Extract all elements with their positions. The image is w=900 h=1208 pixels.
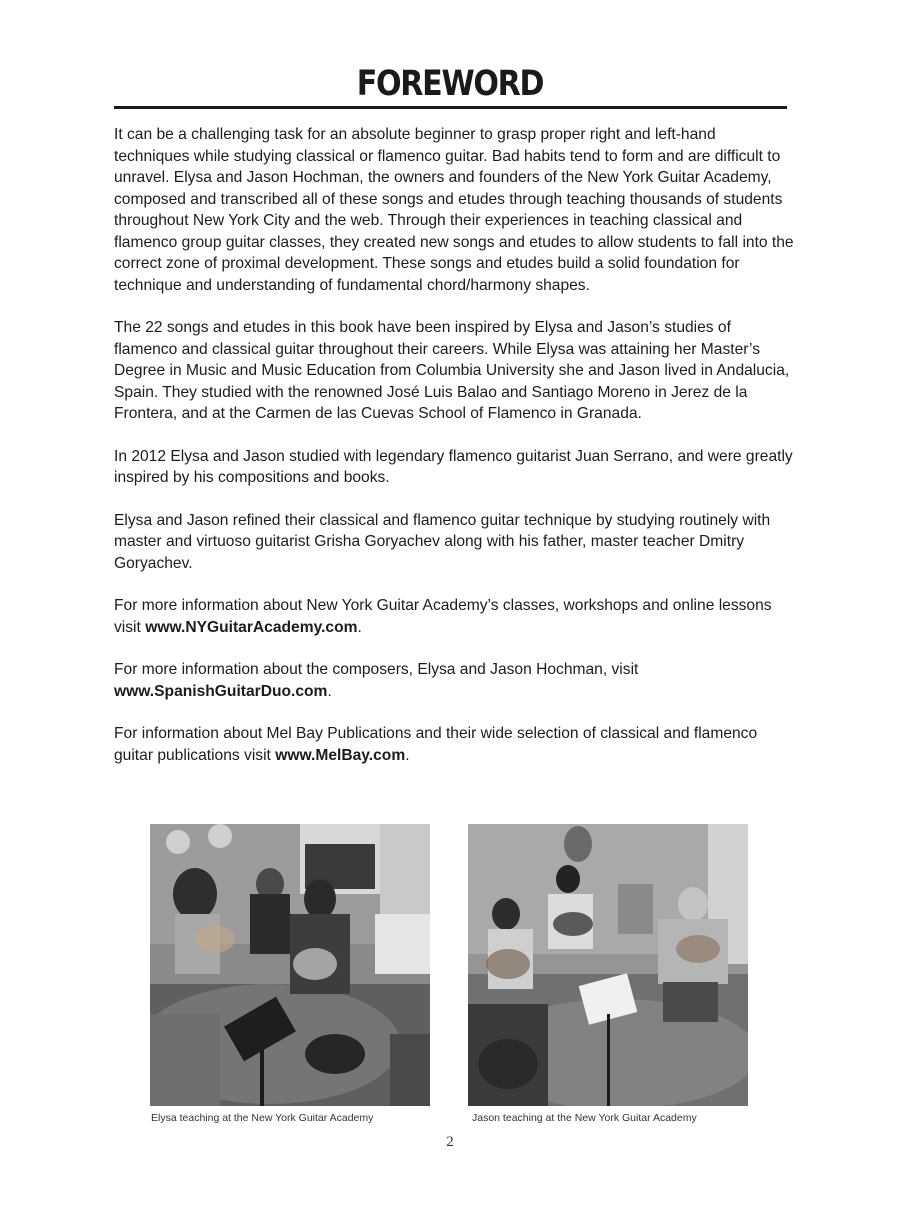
photo-elysa-teaching: [150, 824, 430, 1106]
foreword-body: [114, 124, 794, 787]
info-composers-text: For more information about the composers, Elysa and Jason Hochman, visit: [114, 661, 639, 678]
paragraph-serrano: In 2012 Elysa and Jason studied with legendary flamenco guitarist Juan Serrano, and were greatly inspired by his compositions and books.: [114, 447, 793, 486]
info-composers-suffix: .: [327, 682, 332, 700]
info-composers: [114, 659, 794, 702]
title-rule: [114, 106, 787, 109]
link-nyguitaracademy[interactable]: www.NYGuitarAcademy.com: [145, 618, 358, 636]
photo-jason-illustration: [468, 824, 748, 1106]
paragraph-inspiration: The 22 songs and etudes in this book have been inspired by Elysa and Jason’s studies of flamenco and classical guitar throughout their careers. While Elysa was attaining her Master’s Degree in Music and Music Education from Columbia University she and Jason lived in Andalucia, Spain. They studied with the renowned José Luis Balao and Santiago Moreno in Jerez de la Frontera, and at the Carmen de las Cuevas School of Flamenco in Granada.: [114, 319, 790, 422]
page-number: 2: [446, 1134, 454, 1150]
info-melbay-suffix: .: [405, 746, 410, 764]
paragraph-intro: It can be a challenging task for an absolute beginner to grasp proper right and left-hand techniques while studying classical or flamenco guitar. Bad habits tend to form and are difficult to unravel. Elysa and Jason Hochman, the owners and founders of the New York Guitar Academy, composed and transcribed all of these songs and etudes through teaching thousands of students throughout New York City and the web. Through their experiences in teaching classical and flamenco group guitar classes, they created new songs and etudes to allow students to fall into the correct zone of proximal development. These songs and etudes build a solid foundation for technique and understanding of fundamental chord/harmony shapes.: [114, 126, 794, 294]
info-academy-suffix: .: [357, 618, 362, 636]
caption-left: Elysa teaching at the New York Guitar Academy: [151, 1112, 374, 1124]
info-melbay: [114, 723, 794, 766]
page-title: FOREWORD: [356, 64, 544, 104]
paragraph-goryachev: Elysa and Jason refined their classical and flamenco guitar technique by studying routinely with master and virtuoso guitarist Grisha Goryachev along with his father, master teacher Dmitry Goryachev.: [114, 511, 771, 572]
info-melbay-text: For information about Mel Bay Publications and their wide selection of classical and flamenco guitar publications visit: [114, 725, 758, 764]
link-spanishguitarduo[interactable]: www.SpanishGuitarDuo.com: [114, 682, 328, 700]
photo-elysa-illustration: [150, 824, 430, 1106]
info-academy-text: For more information about New York Guitar Academy’s classes, workshops and online lessons visit: [114, 597, 772, 636]
link-melbay[interactable]: www.MelBay.com: [275, 746, 406, 764]
photo-jason-teaching: [468, 824, 748, 1106]
caption-right: Jason teaching at the New York Guitar Academy: [472, 1112, 697, 1124]
info-academy: [114, 595, 794, 638]
